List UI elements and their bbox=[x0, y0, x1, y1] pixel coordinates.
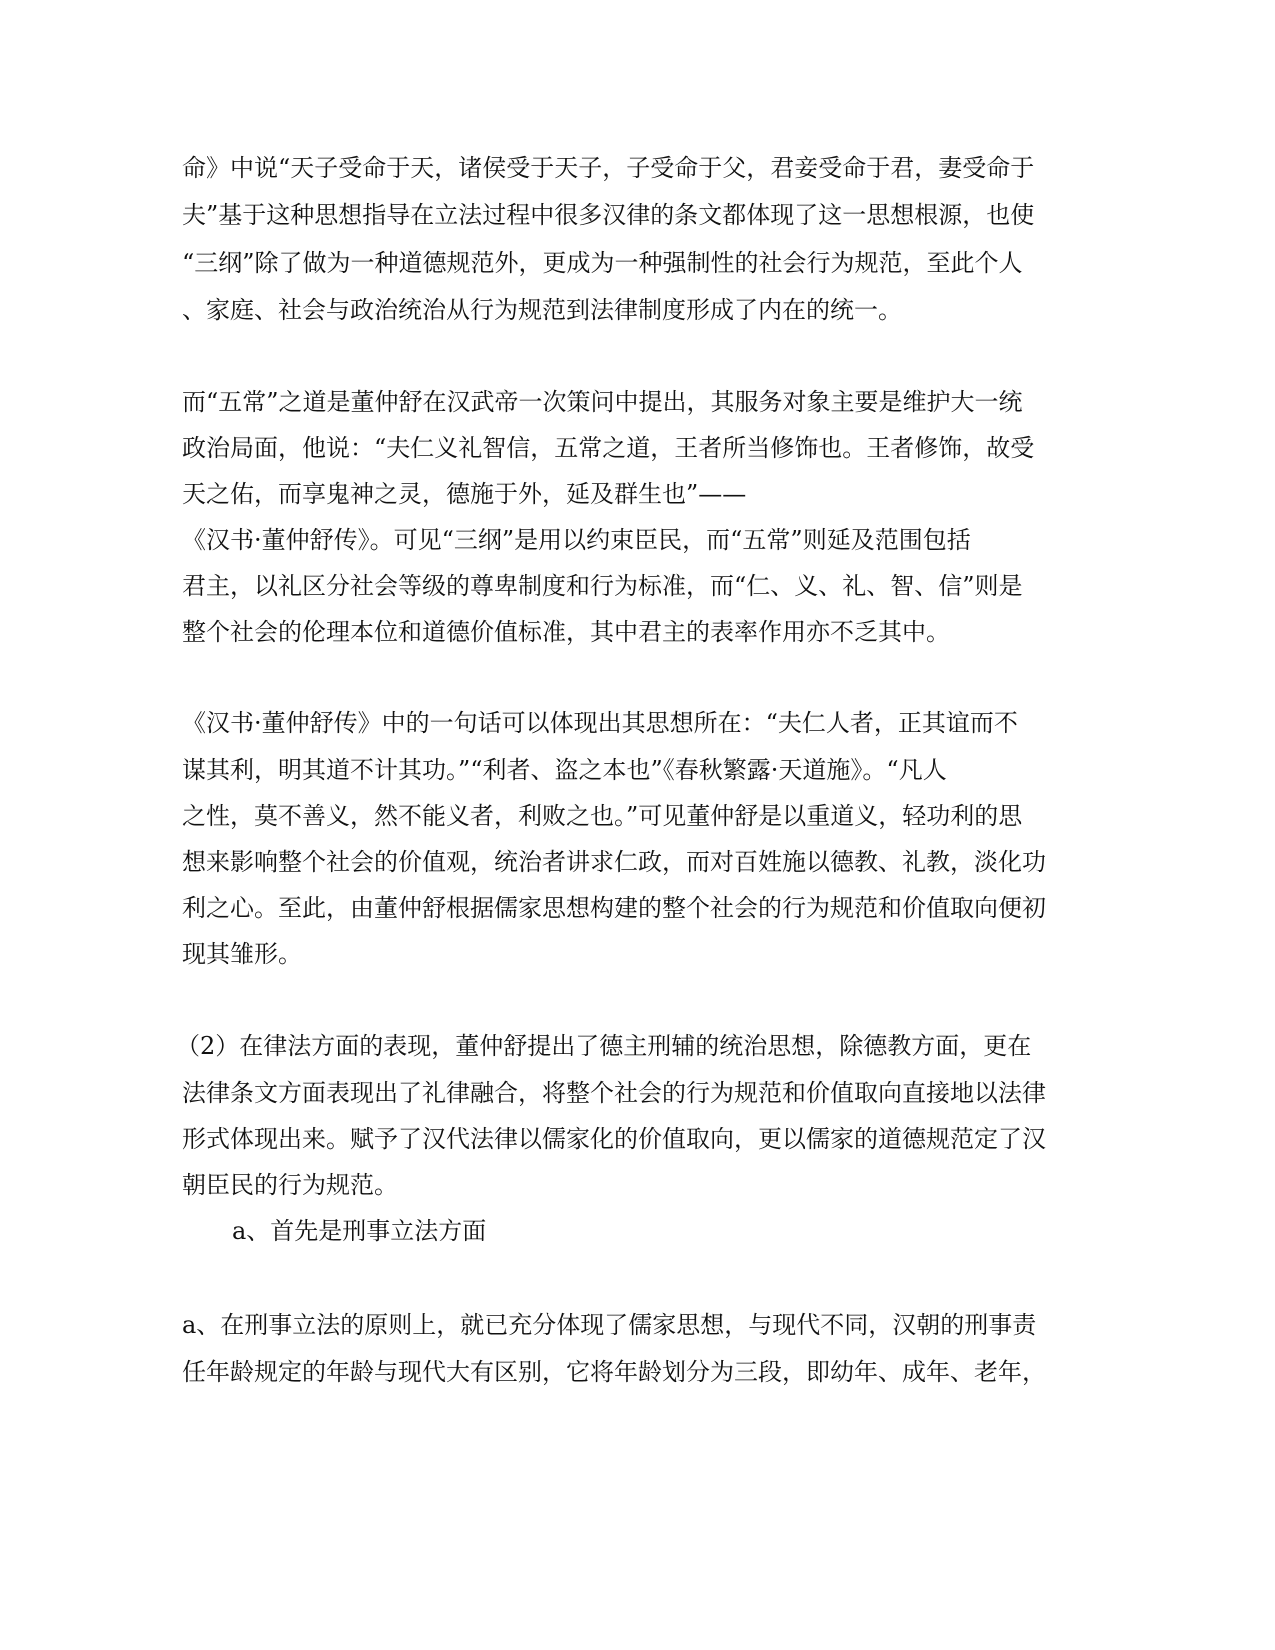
text-line: 谋其利，明其道不计其功。”“利者、盗之本也”《春秋繁露·天道施》。“凡人 bbox=[182, 756, 947, 784]
text-line: 《汉书·董仲舒传》中的一句话可以体现出其思想所在：“夫仁人者，正其谊而不 bbox=[182, 709, 1018, 737]
text-line: 《汉书·董仲舒传》。可见“三纲”是用以约束臣民，而“五常”则延及范围包括 bbox=[182, 526, 971, 554]
text-line: 政治局面，他说：“夫仁义礼智信，五常之道，王者所当修饰也。王者修饰，故受 bbox=[182, 434, 1035, 462]
text-line: 天之佑，而享鬼神之灵，德施于外，延及群生也”—— bbox=[182, 480, 747, 508]
text-line: 形式体现出来。赋予了汉代法律以儒家化的价值取向，更以儒家的道德规范定了汉 bbox=[182, 1125, 1046, 1153]
text-line: 夫”基于这种思想指导在立法过程中很多汉律的条文都体现了这一思想根源，也使 bbox=[182, 201, 1035, 229]
text-line: （2）在律法方面的表现，董仲舒提出了德主刑辅的统治思想，除德教方面，更在 bbox=[176, 1032, 1032, 1060]
text-line: 整个社会的伦理本位和道德价值标准，其中君主的表率作用亦不乏其中。 bbox=[182, 618, 950, 646]
text-line: 、家庭、社会与政治统治从行为规范到法律制度形成了内在的统一。 bbox=[182, 296, 902, 324]
text-line: 君主，以礼区分社会等级的尊卑制度和行为标准，而“仁、义、礼、智、信”则是 bbox=[182, 572, 1023, 600]
text-line: 利之心。至此，由董仲舒根据儒家思想构建的整个社会的行为规范和价值取向便初 bbox=[182, 894, 1046, 922]
text-line: 而“五常”之道是董仲舒在汉武帝一次策问中提出，其服务对象主要是维护大一统 bbox=[182, 388, 1023, 416]
text-line: 任年龄规定的年龄与现代大有区别，它将年龄划分为三段，即幼年、成年、老年， bbox=[182, 1358, 1046, 1386]
text-line: a、在刑事立法的原则上，就已充分体现了儒家思想，与现代不同，汉朝的刑事责 bbox=[182, 1311, 1037, 1339]
text-line: 命》中说“天子受命于天，诸侯受于天子，子受命于父，君妾受命于君，妻受命于 bbox=[182, 154, 1035, 182]
text-line: 现其雏形。 bbox=[182, 940, 302, 968]
text-line: 朝臣民的行为规范。 bbox=[182, 1171, 398, 1199]
text-line: 法律条文方面表现出了礼律融合，将整个社会的行为规范和价值取向直接地以法律 bbox=[182, 1079, 1046, 1107]
text-line: 想来影响整个社会的价值观，统治者讲求仁政，而对百姓施以德教、礼教，淡化功 bbox=[182, 848, 1046, 876]
text-line: “三纲”除了做为一种道德规范外，更成为一种强制性的社会行为规范，至此个人 bbox=[182, 249, 1023, 277]
subheading: a、首先是刑事立法方面 bbox=[232, 1217, 487, 1245]
text-line: 之性，莫不善义，然不能义者，利败之也。”可见董仲舒是以重道义，轻功利的思 bbox=[182, 802, 1023, 830]
